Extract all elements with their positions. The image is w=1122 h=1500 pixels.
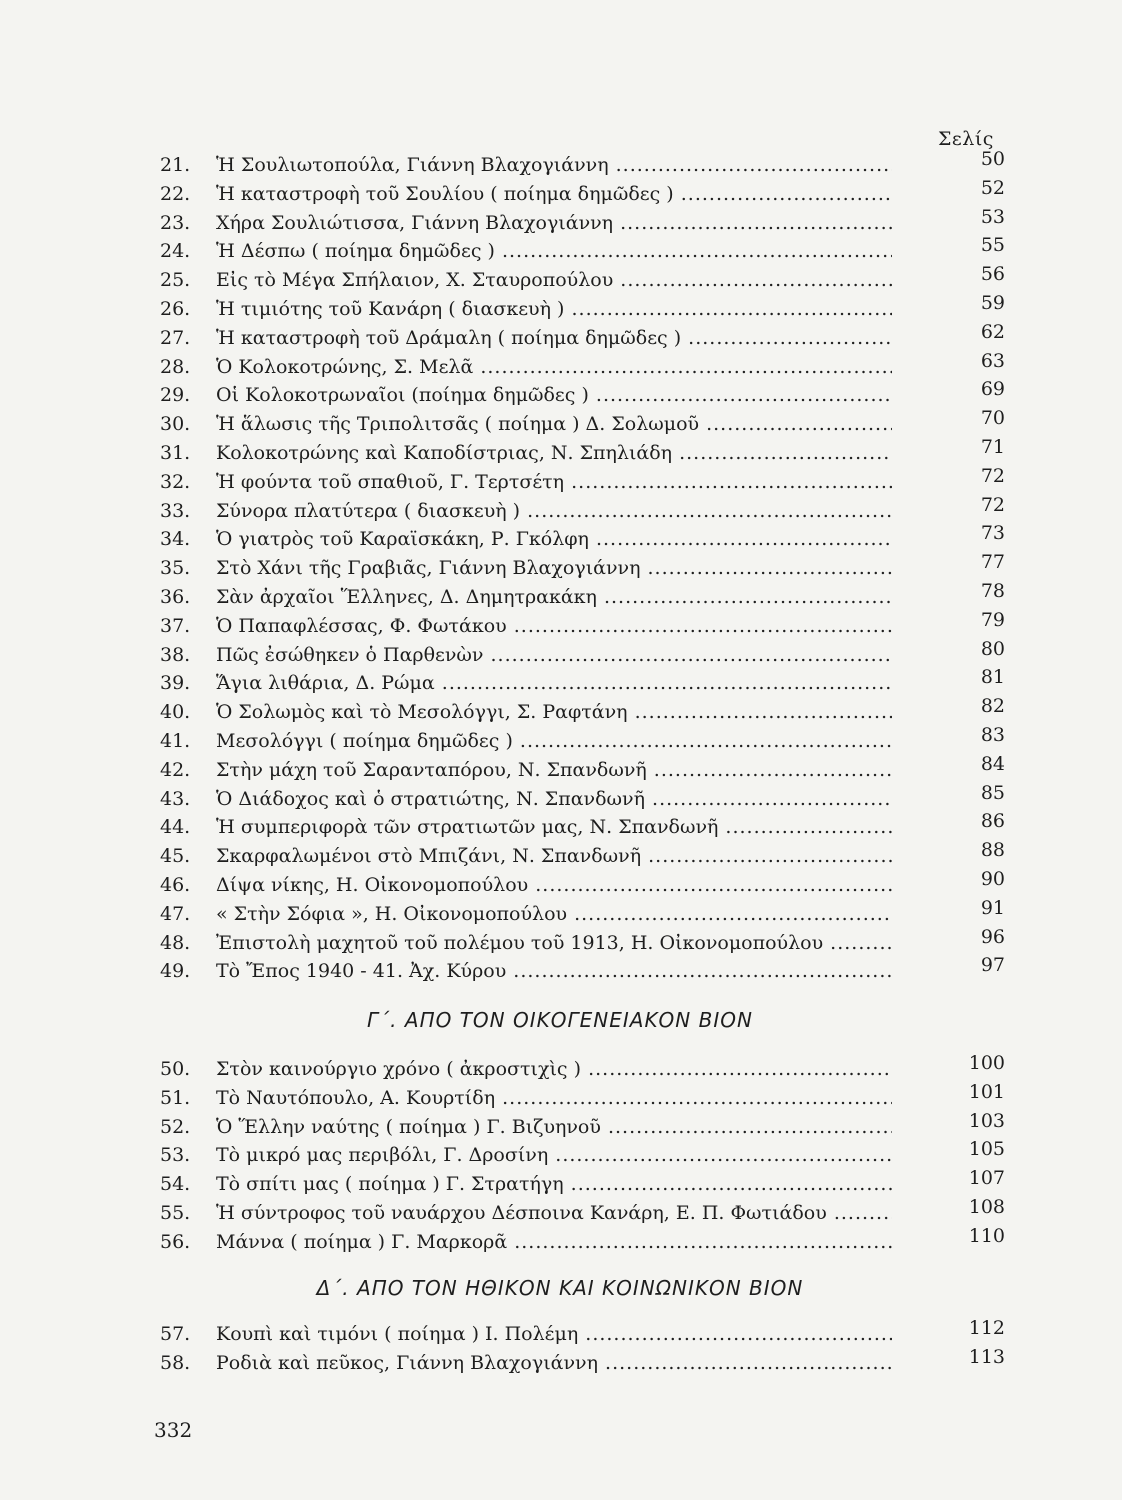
entry-title: Ἡ σύντροφος τοῦ ναυάρχου Δέσποινα Κανάρη, Ε. Π. Φωτιάδου .....: [216, 1199, 892, 1228]
entry-title: Δίψα νίκης, Η. Οἰκονομοπούλου .....: [216, 871, 892, 900]
entry-number: 44.: [160, 816, 191, 839]
entry-number: 24.: [160, 240, 191, 263]
entry-page-number: 73: [980, 522, 1005, 545]
entry-title: Ὁ Διάδοχος καὶ ὁ στρατιώτης, Ν. Σπανδωνῆ .....: [216, 785, 892, 814]
entry-number: 54.: [160, 1173, 191, 1196]
entry-page-number: 103: [968, 1109, 1005, 1132]
entry-page-number: 112: [968, 1317, 1005, 1339]
entry-number: 52.: [160, 1115, 191, 1138]
pages-column-label: Σελίς: [938, 128, 994, 150]
entry-title: Τὸ σπίτι μας ( ποίημα ) Γ. Στρατήγη .....: [216, 1170, 892, 1199]
toc-entry: [160, 349, 1010, 382]
section-d-list: [160, 1317, 1010, 1378]
toc-entry: [160, 637, 1010, 670]
entry-number: 57.: [160, 1323, 191, 1345]
entry-number: 26.: [160, 297, 191, 320]
toc-entry: [160, 291, 1010, 324]
entry-title: Σὰν ἀρχαῖοι Ἕλληνες, Δ. Δημητρακάκη .....: [216, 583, 892, 612]
entry-number: 25.: [160, 269, 191, 292]
entry-number: 28.: [160, 355, 191, 378]
toc-entry: [160, 320, 1010, 353]
entry-page-number: 79: [980, 608, 1005, 631]
entry-page-number: 100: [968, 1052, 1005, 1074]
entry-title: Ὁ Κολοκοτρώνης, Σ. Μελᾶ .....: [216, 353, 892, 382]
toc-entry: [160, 666, 1010, 698]
entry-title: Ἡ Δέσπω ( ποίημα δημῶδες ) .....: [216, 237, 892, 266]
entry-number: 55.: [160, 1201, 191, 1224]
entry-number: 51.: [160, 1086, 191, 1109]
entry-title: Ροδιὰ καὶ πεῦκος, Γιάννη Βλαχογιάννη .....: [216, 1349, 892, 1378]
toc-entry: [160, 234, 1010, 266]
entry-number: 35.: [160, 557, 191, 580]
entry-title: Κολοκοτρώνης καὶ Καποδίστριας, Ν. Σπηλιάδη .....: [216, 439, 892, 468]
entry-title: Μεσολόγγι ( ποίημα δημῶδες ) .....: [216, 727, 892, 756]
entry-title: « Στὴν Σόφια », Η. Οἰκονομοπούλου .....: [216, 900, 892, 929]
entry-page-number: 63: [980, 349, 1005, 372]
toc-entry: [160, 723, 1010, 756]
entry-title: Ἐπιστολὴ μαχητοῦ τοῦ πολέμου τοῦ 1913, Η. Οἰκονομοπούλου .....: [216, 929, 892, 958]
section-c-heading: Γ΄. ΑΠΟ ΤΟΝ ΟΙΚΟΓΕΝΕΙΑΚΟΝ ΒΙΟΝ: [367, 1008, 753, 1032]
entry-number: 49.: [160, 960, 191, 983]
entry-number: 43.: [160, 787, 191, 810]
entry-number: 39.: [160, 672, 191, 695]
toc-entry: [160, 1138, 1010, 1170]
entry-page-number: 101: [968, 1080, 1005, 1103]
entry-number: 23.: [160, 211, 191, 234]
entry-page-number: 81: [980, 666, 1005, 689]
toc-entry: [160, 1317, 1010, 1349]
entry-page-number: 72: [980, 493, 1005, 516]
entry-number: 45.: [160, 845, 191, 868]
entry-page-number: 55: [980, 234, 1005, 257]
entry-number: 50.: [160, 1058, 191, 1080]
entry-page-number: 88: [980, 839, 1005, 862]
toc-entry: [160, 695, 1010, 727]
entry-title: Σύνορα πλατύτερα ( διασκευὴ ) .....: [216, 497, 892, 526]
entry-number: 42.: [160, 758, 191, 781]
toc-entry: [160, 464, 1010, 497]
toc-entry: [160, 148, 1010, 180]
toc-entry: [160, 1224, 1010, 1257]
section-d-heading: Δ΄. ΑΠΟ ΤΟΝ ΗΘΙΚΟΝ ΚΑΙ ΚΟΙΝΩΝΙΚΟΝ ΒΙΟΝ: [316, 1276, 804, 1300]
entry-page-number: 85: [980, 781, 1005, 804]
toc-entry: [160, 608, 1010, 641]
toc-entry: [160, 810, 1010, 842]
entry-number: 29.: [160, 384, 191, 407]
entry-page-number: 84: [980, 752, 1005, 775]
toc-entry: [160, 407, 1010, 439]
entry-number: 40.: [160, 701, 191, 724]
entry-number: 56.: [160, 1230, 191, 1253]
entry-page-number: 86: [980, 810, 1005, 833]
entry-page-number: 77: [980, 551, 1005, 574]
entry-number: 27.: [160, 326, 191, 349]
page-number: 332: [154, 1418, 193, 1442]
entry-title: Τὸ Ναυτόπουλο, Α. Κουρτίδη .....: [216, 1084, 892, 1113]
toc-entry: [160, 1109, 1010, 1142]
entry-page-number: 105: [968, 1138, 1005, 1161]
toc-entry: [160, 752, 1010, 785]
entry-title: Τὸ Ἔπος 1940 - 41. Ἀχ. Κύρου .....: [216, 957, 892, 986]
entry-title: Ἡ Σουλιωτοπούλα, Γιάννη Βλαχογιάννη .....: [216, 151, 892, 180]
entry-title: Ἡ καταστροφὴ τοῦ Σουλίου ( ποίημα δημῶδες ) .....: [216, 180, 892, 209]
toc-entry: [160, 925, 1010, 958]
toc-entry: [160, 205, 1010, 238]
section-d-heading-wrap: [160, 1276, 1010, 1316]
entry-title: Μάννα ( ποίημα ) Γ. Μαρκορᾶ .....: [216, 1228, 892, 1257]
toc-entry: [160, 493, 1010, 526]
entry-page-number: 80: [980, 637, 1005, 660]
entry-page-number: 70: [980, 407, 1005, 430]
entry-page-number: 82: [980, 695, 1005, 718]
entry-number: 41.: [160, 729, 191, 752]
entry-page-number: 72: [980, 464, 1005, 487]
entry-title: Ἡ καταστροφὴ τοῦ Δράμαλη ( ποίημα δημῶδες ) .....: [216, 324, 892, 353]
toc-entry: [160, 896, 1010, 929]
toc-entry: [160, 1195, 1010, 1228]
entry-title: Στὸν καινούργιο χρόνο ( ἀκροστιχὶς ) .....: [216, 1055, 892, 1084]
toc-entry: [160, 263, 1010, 295]
entry-title: Ὁ γιατρὸς τοῦ Καραϊσκάκη, Ρ. Γκόλφη .....: [216, 525, 892, 554]
entry-number: 21.: [160, 154, 191, 176]
entry-page-number: 50: [980, 148, 1005, 170]
entry-title: Τὸ μικρό μας περιβόλι, Γ. Δροσίνη .....: [216, 1141, 892, 1170]
toc-entry: [160, 579, 1010, 612]
entry-page-number: 62: [980, 320, 1005, 343]
entry-title: Οἱ Κολοκοτρωναῖοι (ποίημα δημῶδες ) .....: [216, 381, 892, 410]
entry-title: Πῶς ἐσώθηκεν ὁ Παρθενὼν .....: [216, 641, 892, 670]
entry-number: 58.: [160, 1351, 191, 1374]
toc-entry: [160, 176, 1010, 209]
entry-page-number: 56: [980, 263, 1005, 286]
entry-title: Ὁ Ἕλλην ναύτης ( ποίημα ) Γ. Βιζυηνοῦ .....: [216, 1113, 892, 1142]
toc-entry: [160, 1080, 1010, 1113]
toc-entry: [160, 954, 1010, 986]
entry-page-number: 90: [980, 867, 1005, 890]
entry-page-number: 110: [968, 1224, 1005, 1247]
entry-page-number: 97: [980, 954, 1005, 977]
entry-number: 34.: [160, 528, 191, 551]
entry-page-number: 83: [980, 723, 1005, 746]
entry-page-number: 53: [980, 205, 1005, 228]
toc-entry: [160, 1167, 1010, 1199]
section-c-list: [160, 1052, 1010, 1257]
entry-title: Ὁ Σολωμὸς καὶ τὸ Μεσολόγγι, Σ. Ραφτάνη .....: [216, 698, 892, 727]
entry-title: Στὸ Χάνι τῆς Γραβιᾶς, Γιάννη Βλαχογιάννη .....: [216, 554, 892, 583]
toc-entry: [160, 378, 1010, 410]
toc-entry: [160, 1345, 1010, 1378]
entry-number: 36.: [160, 585, 191, 608]
entry-page-number: 71: [980, 435, 1005, 458]
entry-page-number: 78: [980, 579, 1005, 602]
entry-title: Ἡ συμπεριφορὰ τῶν στρατιωτῶν μας, Ν. Σπανδωνῆ .....: [216, 813, 892, 842]
entry-number: 46.: [160, 873, 191, 896]
entry-page-number: 52: [980, 176, 1005, 199]
entry-number: 47.: [160, 902, 191, 925]
entry-title: Ἡ τιμιότης τοῦ Κανάρη ( διασκευὴ ) .....: [216, 295, 892, 324]
entry-title: Χήρα Σουλιώτισσα, Γιάννη Βλαχογιάννη .....: [216, 209, 892, 238]
toc-entry: [160, 551, 1010, 583]
entry-number: 32.: [160, 470, 191, 493]
entry-title: Κουπὶ καὶ τιμόνι ( ποίημα ) Ι. Πολέμη .....: [216, 1320, 892, 1349]
entry-page-number: 107: [968, 1167, 1005, 1190]
entry-number: 22.: [160, 182, 191, 205]
entry-title: Στὴν μάχη τοῦ Σαρανταπόρου, Ν. Σπανδωνῆ .....: [216, 756, 892, 785]
entry-page-number: 59: [980, 291, 1005, 314]
entry-page-number: 69: [980, 378, 1005, 401]
section-c-heading-wrap: [160, 1008, 1010, 1048]
entry-number: 30.: [160, 413, 191, 436]
toc-entry: [160, 839, 1010, 871]
entry-title: Ἡ φούντα τοῦ σπαθιοῦ, Γ. Τερτσέτη .....: [216, 468, 892, 497]
entry-title: Σκαρφαλωμένοι στὸ Μπιζάνι, Ν. Σπανδωνῆ .....: [216, 842, 892, 871]
toc-entry: [160, 781, 1010, 814]
toc-entry: [160, 522, 1010, 554]
entry-page-number: 113: [968, 1345, 1005, 1368]
entry-number: 33.: [160, 499, 191, 522]
entry-number: 37.: [160, 614, 191, 637]
section-b-list: [160, 148, 1010, 986]
toc-entry: [160, 1052, 1010, 1084]
entry-number: 31.: [160, 441, 191, 464]
entry-title: Ὁ Παπαφλέσσας, Φ. Φωτάκου .....: [216, 612, 892, 641]
entry-number: 48.: [160, 931, 191, 954]
entry-page-number: 91: [980, 896, 1005, 919]
entry-page-number: 108: [968, 1195, 1005, 1218]
toc-entry: [160, 867, 1010, 900]
entry-title: Εἰς τὸ Μέγα Σπήλαιον, Χ. Σταυροπούλου .....: [216, 266, 892, 295]
entry-title: Ἡ ἅλωσις τῆς Τριπολιτσᾶς ( ποίημα ) Δ. Σολωμοῦ .....: [216, 410, 892, 439]
toc-entry: [160, 435, 1010, 468]
entry-number: 53.: [160, 1144, 191, 1167]
entry-number: 38.: [160, 643, 191, 666]
entry-page-number: 96: [980, 925, 1005, 948]
entry-title: Ἅγια λιθάρια, Δ. Ρώμα .....: [216, 669, 892, 698]
